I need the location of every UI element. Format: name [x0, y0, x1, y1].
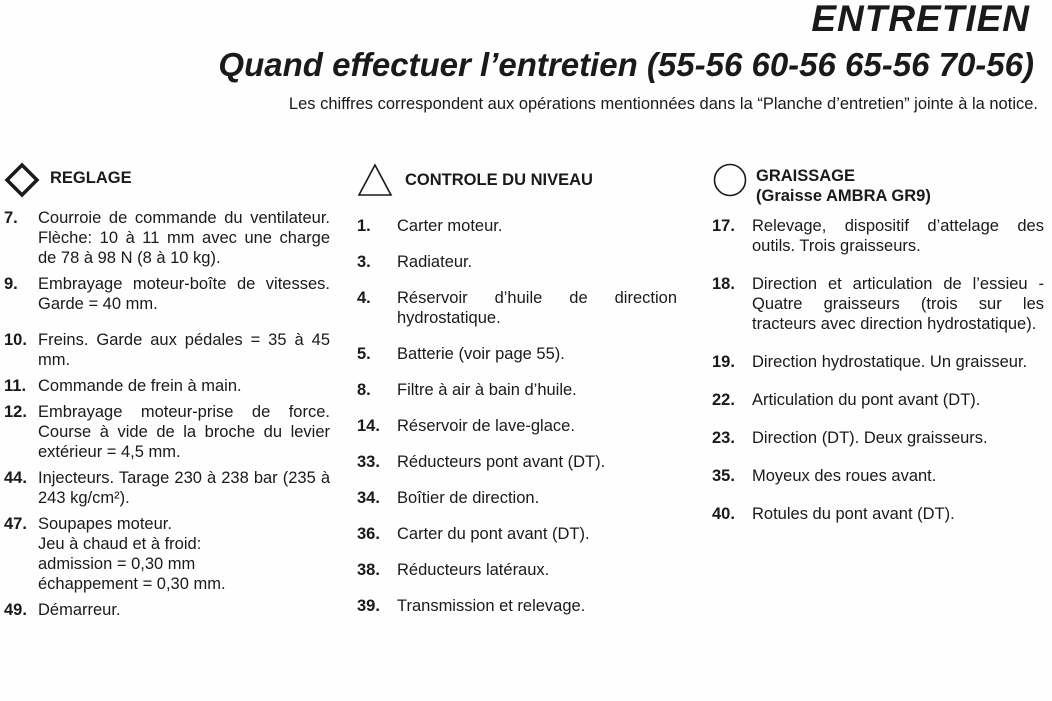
section-graissage [712, 162, 1044, 542]
item-number: 49. [4, 601, 27, 619]
list-item [712, 216, 1044, 256]
item-number: 4. [357, 289, 371, 307]
item-text: Direction et articulation de l’essieu - Quatre graisseurs (trois sur les tracteurs avec direction hydrostatique). [752, 275, 1044, 333]
list-item [4, 274, 330, 314]
item-text: Embrayage moteur-prise de force. Course à vide de la broche du levier extérieur = 4,5 mm. [38, 403, 330, 461]
list-item [357, 452, 677, 472]
list-item [4, 600, 330, 620]
list-item [357, 380, 677, 400]
item-line: admission = 0,30 mm [38, 555, 196, 573]
item-number: 8. [357, 381, 371, 399]
section-subheading: (Graisse AMBRA GR9) [756, 187, 931, 205]
item-text: Carter moteur. [397, 217, 503, 235]
item-number: 14. [357, 417, 380, 435]
section-header [4, 162, 330, 198]
list-item [357, 560, 677, 580]
item-text: Direction (DT). Deux graisseurs. [752, 429, 988, 447]
list-item [357, 488, 677, 508]
item-text: Moyeux des roues avant. [752, 467, 937, 485]
item-number: 36. [357, 525, 380, 543]
section-reglage [4, 162, 330, 626]
item-number: 22. [712, 391, 735, 409]
item-number: 35. [712, 467, 735, 485]
list-item [357, 596, 677, 616]
item-text: Commande de frein à main. [38, 377, 242, 395]
list-item [4, 376, 330, 396]
list-item [357, 416, 677, 436]
list-item [4, 514, 330, 594]
page-title: ENTRETIEN [811, 0, 1030, 39]
operation-list [357, 216, 677, 616]
item-text: Courroie de commande du ventilateur. Flèche: 10 à 11 mm avec une charge de 78 à 98 N (8 à 10 kg). [38, 209, 330, 267]
page-subtitle: Quand effectuer l’entretien (55-56 60-56 65-56 70-56) [218, 46, 1034, 83]
item-text: Réducteurs latéraux. [397, 561, 550, 579]
item-number: 11. [4, 377, 27, 395]
item-number: 38. [357, 561, 380, 579]
item-number: 44. [4, 469, 27, 487]
list-item [357, 524, 677, 544]
item-text: Freins. Garde aux pédales = 35 à 45 mm. [38, 331, 330, 369]
item-text [38, 514, 330, 594]
item-text: Rotules du pont avant (DT). [752, 505, 955, 523]
list-item [712, 352, 1044, 372]
item-text: Direction hydrostatique. Un graisseur. [752, 353, 1028, 371]
item-text: Carter du pont avant (DT). [397, 525, 590, 543]
triangle-icon [357, 162, 393, 198]
circle-icon [712, 162, 748, 198]
section-header [357, 162, 677, 198]
list-item [712, 428, 1044, 448]
list-item [712, 466, 1044, 486]
item-text: Transmission et relevage. [397, 597, 586, 615]
item-number: 23. [712, 429, 735, 447]
intro-note: Les chiffres correspondent aux opérations mentionnées dans la “Planche d’entretien” jointe à la notice. [288, 95, 1038, 113]
section-heading: REGLAGE [50, 169, 132, 187]
item-number: 17. [712, 217, 735, 235]
item-text: Filtre à air à bain d’huile. [397, 381, 577, 399]
section-controle-niveau [357, 162, 677, 632]
list-item [4, 208, 330, 268]
item-number: 18. [712, 275, 735, 293]
item-number: 39. [357, 597, 380, 615]
item-number: 34. [357, 489, 380, 507]
list-item [712, 390, 1044, 410]
list-item [357, 288, 677, 328]
item-text: Batterie (voir page 55). [397, 345, 565, 363]
item-line: échappement = 0,30 mm. [38, 575, 226, 593]
list-item [4, 468, 330, 508]
item-text: Boîtier de direction. [397, 489, 540, 507]
item-number: 1. [357, 217, 371, 235]
item-text: Démarreur. [38, 601, 121, 619]
item-text: Relevage, dispositif d’attelage des outils. Trois graisseurs. [752, 217, 1044, 255]
item-number: 40. [712, 505, 735, 523]
item-number: 5. [357, 345, 371, 363]
item-text: Injecteurs. Tarage 230 à 238 bar (235 à 243 kg/cm²). [38, 469, 330, 507]
item-text: Réservoir d’huile de direction hydrostatique. [397, 289, 677, 327]
section-header [712, 162, 1044, 206]
operation-list [712, 216, 1044, 524]
item-text: Articulation du pont avant (DT). [752, 391, 981, 409]
list-item [712, 274, 1044, 334]
diamond-icon [4, 162, 40, 198]
item-number: 3. [357, 253, 371, 271]
item-number: 12. [4, 403, 27, 421]
item-number: 47. [4, 515, 27, 533]
list-item [357, 252, 677, 272]
item-number: 33. [357, 453, 380, 471]
item-text: Réducteurs pont avant (DT). [397, 453, 606, 471]
item-text: Radiateur. [397, 253, 473, 271]
item-number: 9. [4, 275, 18, 293]
item-line: Soupapes moteur. [38, 515, 172, 533]
list-item [4, 402, 330, 462]
item-number: 7. [4, 209, 18, 227]
item-line: Jeu à chaud et à froid: [38, 535, 202, 553]
list-item [357, 344, 677, 364]
section-heading: CONTROLE DU NIVEAU [405, 171, 593, 189]
list-item [357, 216, 677, 236]
section-heading: GRAISSAGE [756, 167, 856, 185]
list-item [4, 330, 330, 370]
item-text: Réservoir de lave-glace. [397, 417, 575, 435]
item-text: Embrayage moteur-boîte de vitesses. Garde = 40 mm. [38, 275, 330, 313]
item-number: 10. [4, 331, 27, 349]
list-item [712, 504, 1044, 524]
item-number: 19. [712, 353, 735, 371]
operation-list [4, 208, 330, 620]
